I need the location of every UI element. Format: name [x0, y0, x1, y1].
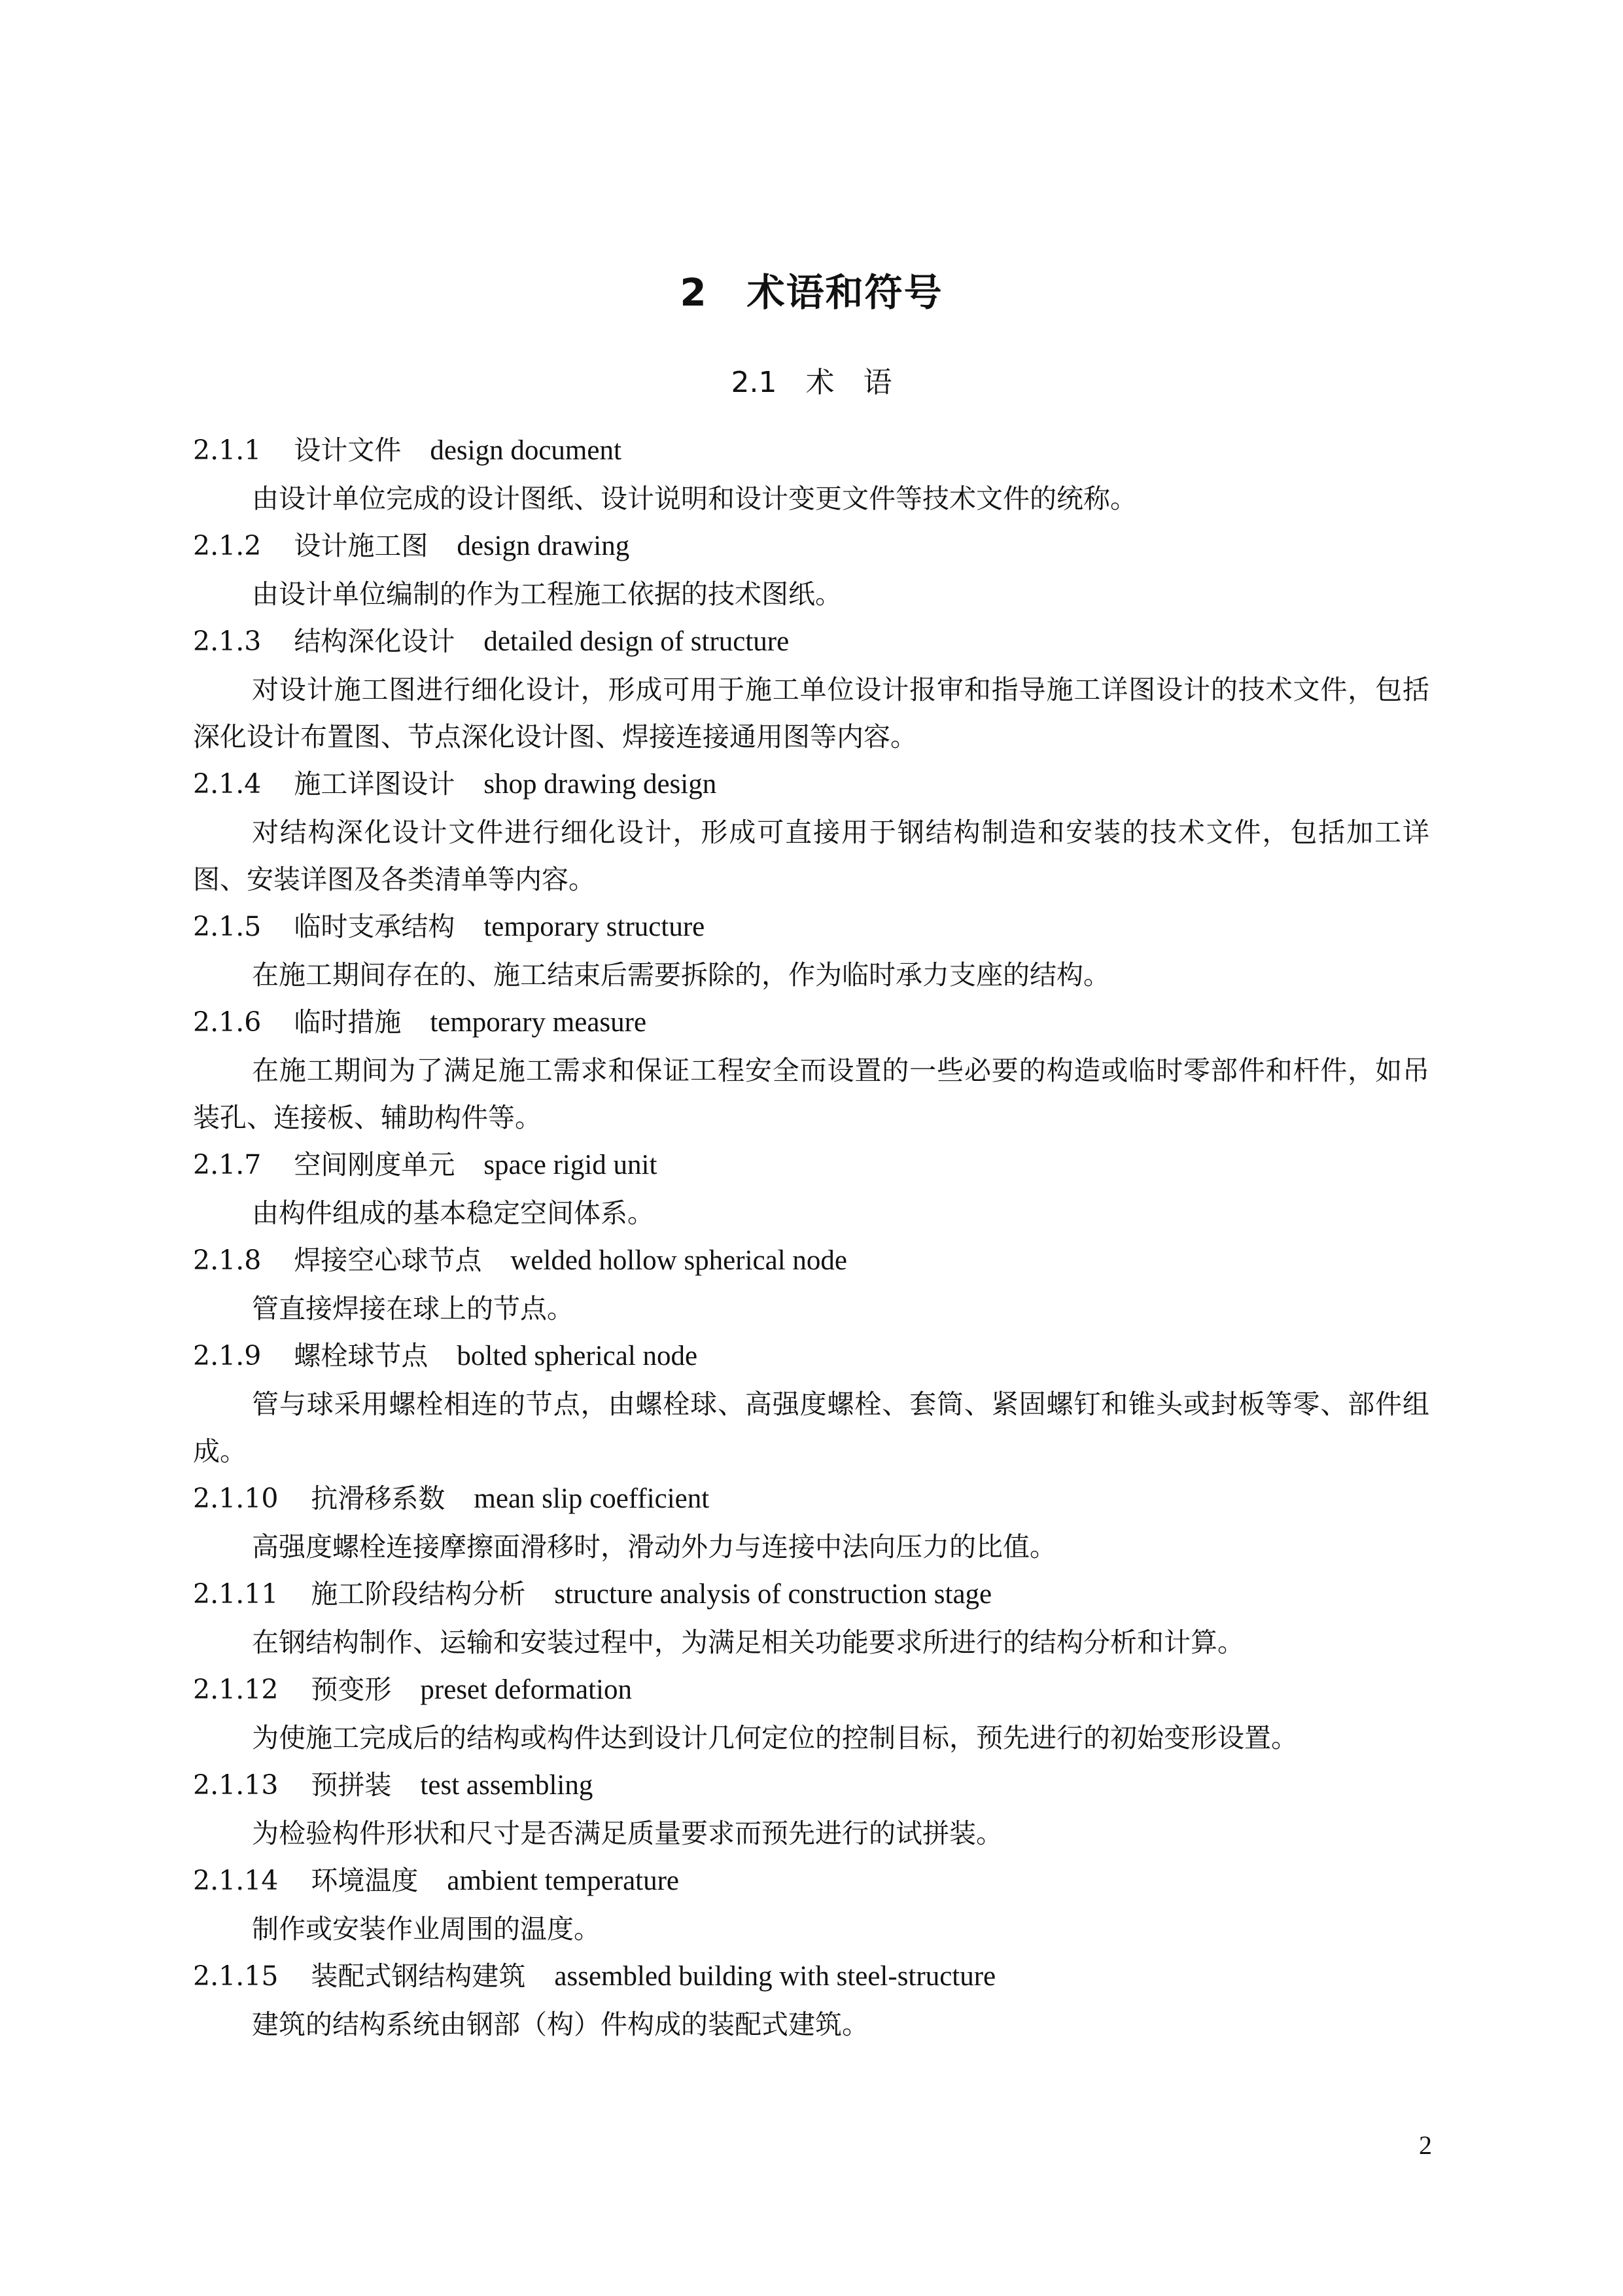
term-english: ambient temperature — [447, 1865, 680, 1896]
term-entry — [193, 1857, 1429, 1952]
term-entry — [193, 998, 1429, 1141]
term-english: test assembling — [420, 1770, 593, 1801]
term-english: bolted spherical node — [457, 1341, 698, 1371]
term-number: 2.1.2 — [193, 530, 262, 561]
term-english: design document — [430, 435, 621, 466]
term-definition: 建筑的结构系统由钢部（构）件构成的装配式建筑。 — [252, 2009, 869, 2040]
term-number: 2.1.1 — [193, 434, 262, 466]
term-english: assembled building with steel-structure — [554, 1961, 996, 1992]
term-chinese: 临时措施 — [294, 1006, 402, 1038]
term-number: 2.1.11 — [193, 1578, 279, 1610]
term-number: 2.1.14 — [193, 1865, 279, 1896]
term-number: 2.1.5 — [193, 911, 262, 942]
term-chinese: 施工详图设计 — [294, 768, 455, 800]
term-number: 2.1.7 — [193, 1149, 262, 1180]
term-number: 2.1.9 — [193, 1340, 262, 1371]
term-definition: 制作或安装作业周围的温度。 — [252, 1913, 601, 1945]
term-chinese: 结构深化设计 — [294, 626, 455, 657]
term-english: welded hollow spherical node — [510, 1245, 847, 1276]
term-english: detailed design of structure — [483, 626, 790, 657]
term-definition: 管与球采用螺栓相连的节点，由螺栓球、高强度螺栓、套筒、紧固螺钉和锥头或封板等零、部件组成。 — [193, 1388, 1429, 1467]
term-entry — [193, 760, 1429, 903]
term-number: 2.1.15 — [193, 1960, 279, 1992]
term-entry — [193, 1666, 1429, 1761]
term-definition: 对结构深化设计文件进行细化设计，形成可直接用于钢结构制造和安装的技术文件，包括加工详图、安装详图及各类清单等内容。 — [193, 817, 1429, 895]
term-entry — [193, 522, 1429, 618]
term-english: mean slip coefficient — [474, 1483, 710, 1514]
chapter-title: 2 术语和符号 — [680, 270, 943, 315]
term-definition: 为使施工完成后的结构或构件达到设计几何定位的控制目标，预先进行的初始变形设置。 — [252, 1722, 1298, 1754]
term-english: structure analysis of construction stage — [554, 1579, 992, 1610]
term-number: 2.1.10 — [193, 1483, 279, 1514]
term-chinese: 螺栓球节点 — [294, 1340, 428, 1371]
term-chinese: 临时支承结构 — [294, 911, 455, 942]
term-entry — [193, 1952, 1429, 2048]
term-number: 2.1.13 — [193, 1769, 279, 1801]
term-english: temporary measure — [430, 1007, 647, 1038]
term-chinese: 环境温度 — [311, 1865, 419, 1896]
term-chinese: 预拼装 — [311, 1769, 392, 1801]
term-definition: 在施工期间为了满足施工需求和保证工程安全而设置的一些必要的构造或临时零部件和杆件，如吊装孔、连接板、辅助构件等。 — [193, 1055, 1429, 1133]
term-chinese: 设计文件 — [294, 434, 402, 466]
term-entry — [193, 903, 1429, 998]
term-english: preset deformation — [420, 1674, 632, 1705]
term-entry — [193, 1332, 1429, 1475]
terms-list — [193, 427, 1429, 2048]
term-number: 2.1.3 — [193, 626, 262, 657]
term-english: shop drawing design — [483, 769, 717, 800]
term-entry — [193, 618, 1429, 760]
term-english: temporary structure — [483, 911, 705, 942]
term-chinese: 预变形 — [311, 1674, 392, 1705]
term-number: 2.1.12 — [193, 1674, 279, 1705]
term-chinese: 设计施工图 — [294, 530, 428, 561]
term-entry — [193, 1761, 1429, 1857]
term-entry — [193, 1570, 1429, 1666]
term-entry — [193, 1141, 1429, 1237]
term-english: space rigid unit — [483, 1150, 657, 1180]
term-definition: 在钢结构制作、运输和安装过程中，为满足相关功能要求所进行的结构分析和计算。 — [252, 1627, 1244, 1658]
term-english: design drawing — [457, 531, 630, 561]
term-definition: 高强度螺栓连接摩擦面滑移时，滑动外力与连接中法向压力的比值。 — [252, 1531, 1056, 1563]
term-entry — [193, 1237, 1429, 1332]
term-chinese: 焊接空心球节点 — [294, 1245, 482, 1276]
term-definition: 由设计单位完成的设计图纸、设计说明和设计变更文件等技术文件的统称。 — [252, 483, 1137, 514]
term-number: 2.1.4 — [193, 768, 262, 800]
term-entry — [193, 1475, 1429, 1570]
term-chinese: 空间刚度单元 — [294, 1149, 455, 1180]
term-definition: 在施工期间存在的、施工结束后需要拆除的，作为临时承力支座的结构。 — [252, 959, 1110, 991]
page-number: 2 — [1419, 2130, 1432, 2160]
term-definition: 对设计施工图进行细化设计，形成可用于施工单位设计报审和指导施工详图设计的技术文件，包括深化设计布置图、节点深化设计图、焊接连接通用图等内容。 — [193, 674, 1429, 752]
term-definition: 由设计单位编制的作为工程施工依据的技术图纸。 — [252, 578, 842, 610]
term-definition: 为检验构件形状和尺寸是否满足质量要求而预先进行的试拼装。 — [252, 1818, 1003, 1849]
term-definition: 由构件组成的基本稳定空间体系。 — [252, 1197, 654, 1229]
term-chinese: 抗滑移系数 — [311, 1483, 445, 1514]
term-chinese: 施工阶段结构分析 — [311, 1578, 526, 1610]
term-number: 2.1.6 — [193, 1006, 262, 1038]
section-title: 2.1 术 语 — [731, 366, 892, 399]
term-number: 2.1.8 — [193, 1245, 262, 1276]
term-chinese: 装配式钢结构建筑 — [311, 1960, 526, 1992]
term-entry — [193, 427, 1429, 522]
term-definition: 管直接焊接在球上的节点。 — [252, 1293, 574, 1324]
